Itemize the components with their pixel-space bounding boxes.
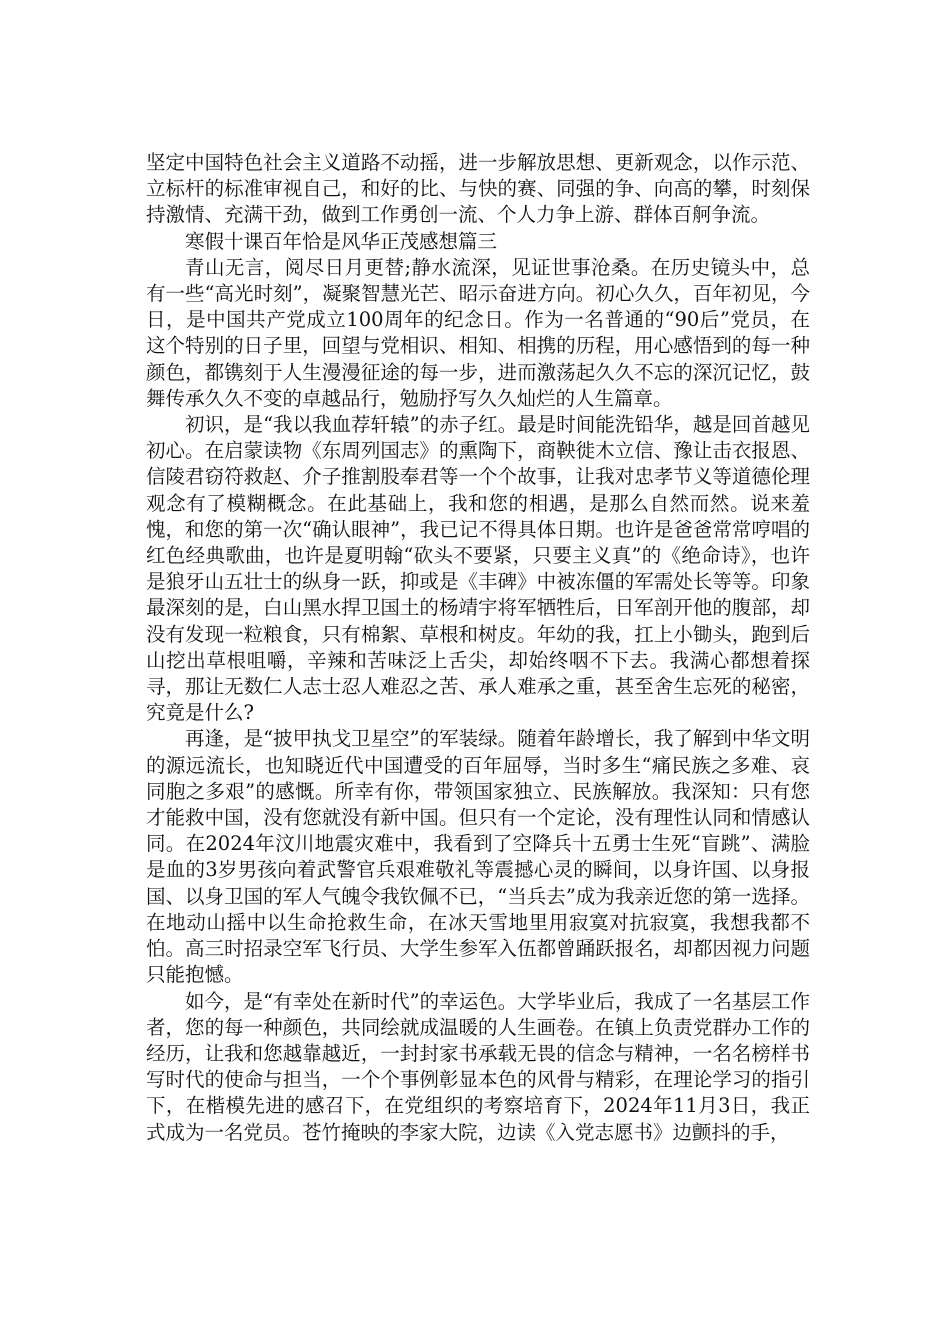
document-body: [146, 150, 810, 1146]
section-heading: 寒假十课百年恰是风华正茂感想篇三: [185, 229, 498, 253]
paragraph-4: 初识，是“我以我血荐轩辕”的赤子红。最是时间能洗铅华，越是回首越见初心。在启蒙读物《东周列国志》的熏陶下，商鞅徙木立信、豫让击衣报恩、信陵君窃符救赵、介子推割股奉君等一个个故事，让我对忠孝节义等道德伦理观念有了模糊概念。在此基础上，我和您的相遇，是那么自然而然。说来羞愧，和您的第一次“确认眼神”，我已记不得具体日期。也许是爸爸常常哼唱的红色经典歌曲，也许是夏明翰“砍头不要紧，只要主义真”的《绝命诗》，也许是狼牙山五壮士的纵身一跃，抑或是《丰碑》中被冻僵的军需处长等等。印象最深刻的是，白山黑水捍卫国土的杨靖宇将军牺牲后，日军剖开他的腹部，却没有发现一粒粮食，只有棉絮、草根和树皮。年幼的我，扛上小锄头，跑到后山挖出草根咀嚼，辛辣和苦味泛上舌尖，却始终咽不下去。我满心都想着探寻，那让无数仁人志士忍人难忍之苦、承人难承之重，甚至舍生忘死的秘密，究竟是什么?: [146, 413, 810, 725]
paragraph-3: 青山无言，阅尽日月更替;静水流深，见证世事沧桑。在历史镜头中，总有一些“高光时刻”，凝聚智慧光芒、昭示奋进方向。初心久久，百年初见，今日，是中国共产党成立100周年的纪念日。作为一名普通的“90后”党员，在这个特别的日子里，回望与党相识、相知、相携的历程，用心感悟到的每一种颜色，都镌刻于人生漫漫征途的每一步，进而激荡起久久不忘的深沉记忆，鼓舞传承久久不变的卓越品行，勉励抒写久久灿烂的人生篇章。: [146, 255, 810, 410]
paragraph-1: 坚定中国特色社会主义道路不动摇，进一步解放思想、更新观念，以作示范、立标杆的标准审视自己，和好的比、与快的赛、同强的争、向高的攀，时刻保持激情、充满干劲，做到工作勇创一流、个人力争上游、群体百舸争流。: [146, 151, 810, 227]
paragraph-6: 如今，是“有幸处在新时代”的幸运色。大学毕业后，我成了一名基层工作者，您的每一种颜色，共同绘就成温暖的人生画卷。在镇上负责党群办工作的经历，让我和您越靠越近，一封封家书承载无畏的信念与精神，一名名榜样书写时代的使命与担当，一个个事例彰显本色的风骨与精彩，在理论学习的指引下，在楷模先进的感召下，在党组织的考察培育下，2024年11月3日，我正式成为一名党员。苍竹掩映的李家大院，边读《入党志愿书》边颤抖的手，: [146, 989, 810, 1144]
paragraph-5: 再逢，是“披甲执戈卫星空”的军装绿。随着年龄增长，我了解到中华文明的源远流长，也知晓近代中国遭受的百年屈辱，当时多生“痛民族之多难、哀同胞之多艰”的感慨。所幸有你，带领国家独立、民族解放。我深知：只有您才能救中国，没有您就没有新中国。但只有一个定论，没有理性认同和情感认同。在2024年汶川地震灾难中，我看到了空降兵十五勇士生死“盲跳”、满脸是血的3岁男孩向着武警官兵艰难敬礼等震撼心灵的瞬间，以身许国、以身报国、以身卫国的军人气魄令我钦佩不已，“当兵去”成为我亲近您的第一选择。在地动山摇中以生命抢救生命，在冰天雪地里用寂寞对抗寂寞，我想我都不怕。高三时招录空军飞行员、大学生参军入伍都曾踊跃报名，却都因视力问题只能抱憾。: [146, 727, 810, 987]
